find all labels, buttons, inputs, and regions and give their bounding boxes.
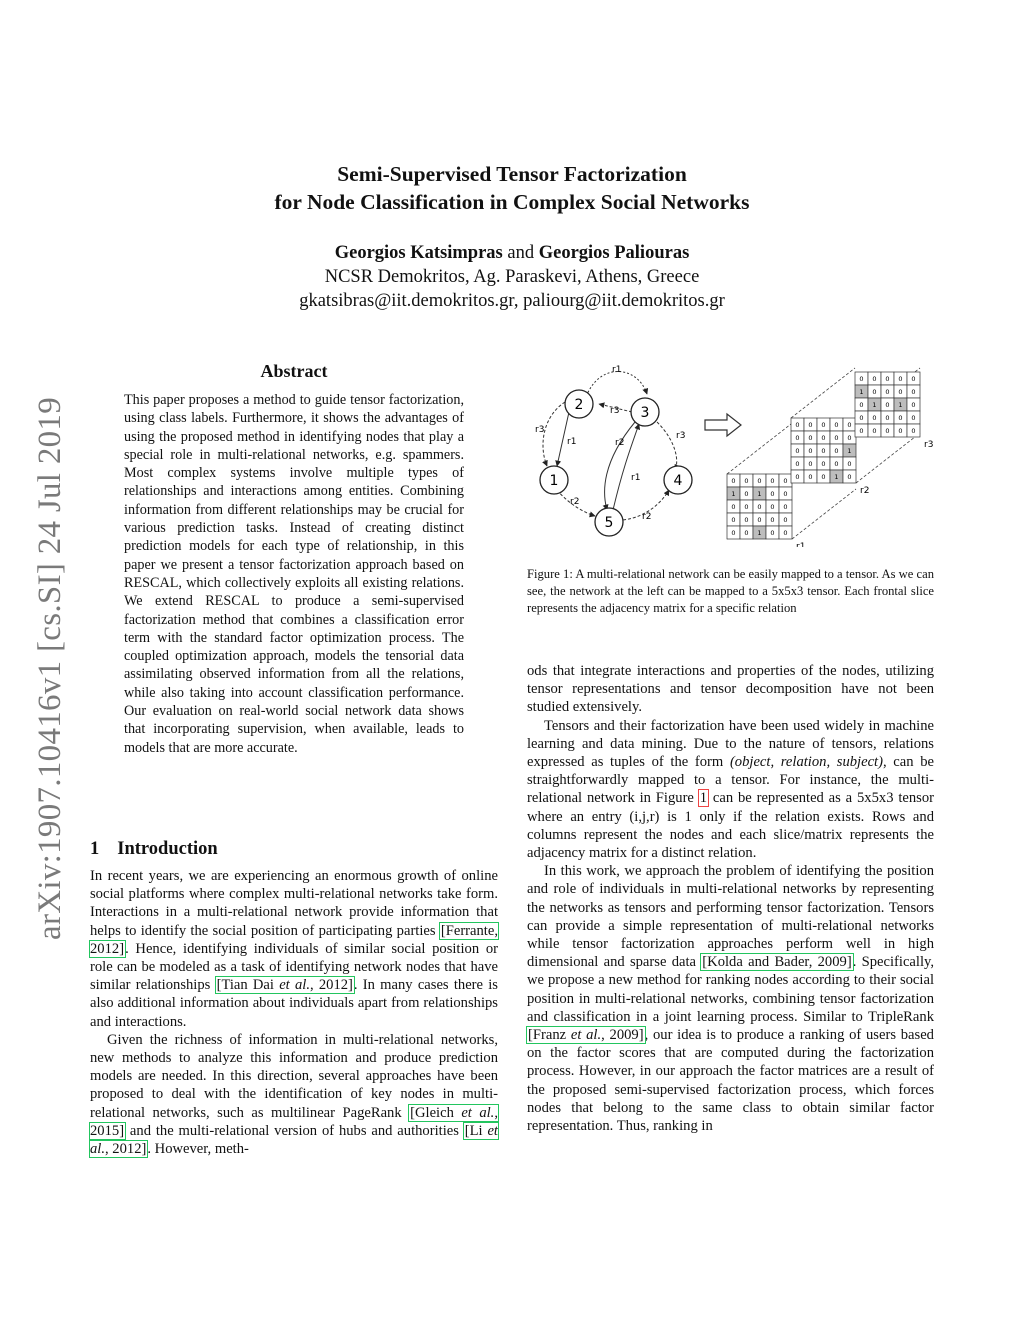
tensor-cell-value: 0 bbox=[821, 473, 826, 481]
tensor-cell-value: 0 bbox=[770, 529, 775, 537]
tensor-cell-value: 0 bbox=[885, 414, 890, 422]
tensor-cell-value: 0 bbox=[911, 401, 916, 409]
tensor-cell-value: 0 bbox=[795, 460, 800, 468]
tensor-cell-value: 0 bbox=[757, 477, 762, 485]
citation-tian-dai[interactable]: [Tian Dai et al., 2012] bbox=[216, 977, 353, 994]
abstract-text: This paper proposes a method to guide tensor factorization, using class labels. Furthermore, it shows the advantages of using the proposed method in identifying nodes that play a special role in multi-relational networks, e.g. spammers. Most complex systems involve multiple types of relationships and interactions among entities. Combining information from different relationships may be crucial for various prediction tasks. Instead of creating distinct prediction models for each type of relationship, in this paper we present a tensor factorization approach based on RESCAL, which collectively exploits all existing relations. We extend RESCAL to produce a semi-supervised factorization method that combines a classification error term with the standard factor optimization process. The coupled optimization approach, models the tensorial data assimilating observed information from all the relations, while also taking into account classification performance. Our evaluation on real-world social network data shows that incorporating supervision, when available, leads to models that are more accurate. bbox=[124, 392, 464, 756]
edge-3-5-r2 bbox=[605, 422, 635, 510]
svg-text:1: 1 bbox=[549, 473, 559, 489]
svg-text:3: 3 bbox=[640, 405, 650, 421]
tensor-cell-value: 0 bbox=[911, 427, 916, 435]
paper-title bbox=[0, 160, 1024, 216]
tensor-cell-value: 0 bbox=[808, 434, 813, 442]
tensor-slice-label: r1 bbox=[796, 542, 806, 547]
tensor-cell-value: 0 bbox=[898, 414, 903, 422]
tensor-cell-value: 0 bbox=[872, 414, 877, 422]
emails: gkatsibras@iit.demokritos.gr, paliourg@iit.demokritos.gr bbox=[299, 291, 725, 311]
tensor-cell-value: 0 bbox=[744, 516, 749, 524]
figure-1-caption: Figure 1: A multi-relational network can be easily mapped to a tensor. As we can see, the network at the left can be mapped to a 5x5x3 tensor. Each frontal slice represents the adjacency matrix for a specific relation bbox=[527, 567, 934, 615]
tensor-cell-value: 0 bbox=[821, 434, 826, 442]
tensor-cell-value: 1 bbox=[859, 388, 864, 396]
node-1 bbox=[540, 466, 568, 494]
tensor-cell-value: 0 bbox=[744, 477, 749, 485]
tensor-cell-value: 0 bbox=[885, 388, 890, 396]
right-paragraph-3: In this work, we approach the problem of identifying the position and role of individuals in multi-relational networks by representing the networks as tensors and performing tensor factorization. Tensors can provide a simple representation of multi-relational networks while tensor factorization approaches perform well in high dimensional and sparse data [Kolda and Bader, 2009]. Specifically, we propose a new method for ranking nodes according to their social position in multi-relational networks, combining tensor factorization and classification in a joint learning process. Similar to TripleRank [Franz et al., 2009], our idea is to produce a ranking of users based on the factor scores that are computed during the factorization process. However, in our approach the factor matrices are a result of the proposed semi-supervised factorization process, which forces nodes that belong to the same class to obtain similar factor representation. Thus, ranking in bbox=[527, 863, 935, 1135]
node-3 bbox=[631, 398, 659, 426]
tensor-cell-value: 0 bbox=[821, 447, 826, 455]
svg-text:5: 5 bbox=[604, 515, 614, 531]
author-names bbox=[0, 241, 1024, 265]
abstract-heading: Abstract bbox=[260, 361, 328, 381]
tensor-cell-value: 0 bbox=[783, 477, 788, 485]
edge-2-3-r1 bbox=[585, 371, 647, 400]
edge-label: r3 bbox=[610, 406, 620, 416]
edge-label: r2 bbox=[570, 497, 580, 507]
tensor-cell-value: 0 bbox=[847, 473, 852, 481]
edge-label: r1 bbox=[567, 437, 577, 447]
tensor-cell-value: 0 bbox=[783, 529, 788, 537]
author-1: Georgios Katsimpras bbox=[334, 243, 503, 263]
tensor-cell-value: 0 bbox=[872, 427, 877, 435]
tensor-cell-value: 0 bbox=[834, 460, 839, 468]
intro-paragraph-2: Given the richness of information in multi-relational networks, new methods to analyze this information and produce prediction models are needed. In this direction, several approaches have been proposed to deal with the identification of key nodes in multi-relational networks, such as multilinear PageRank [Gleich et al., 2015] and the multi-relational version of hubs and authorities [Li et al., 2012]. However, meth- bbox=[90, 1031, 498, 1158]
tensor-cell-value: 0 bbox=[770, 503, 775, 511]
tensor-cell-value: 0 bbox=[847, 421, 852, 429]
section-heading-introduction bbox=[90, 839, 218, 860]
citation-ferrante[interactable]: [Ferrante, 2012] bbox=[90, 922, 498, 957]
author-2: Georgios Paliouras bbox=[538, 243, 690, 263]
tensor-cell-value: 0 bbox=[898, 427, 903, 435]
tensor-cell-value: 0 bbox=[783, 503, 788, 511]
svg-text:4: 4 bbox=[673, 473, 683, 489]
tensor-cell-value: 0 bbox=[872, 375, 877, 383]
edge-3-4-r3 bbox=[657, 422, 677, 470]
tensor-cell-value: 0 bbox=[885, 375, 890, 383]
citation-li[interactable]: [Li et al., 2012] bbox=[90, 1122, 498, 1158]
tensor-cell-value: 0 bbox=[834, 421, 839, 429]
node-5 bbox=[595, 508, 623, 536]
tensor-cell-value: 1 bbox=[757, 490, 762, 498]
tensor-slice-label: r3 bbox=[924, 440, 934, 450]
tensor-cell-value: 0 bbox=[795, 421, 800, 429]
right-paragraph-1: ods that integrate interactions and properties of the nodes, utilizing tensor representations and tensor decomposition have not been studied extensively. bbox=[527, 663, 934, 716]
tensor-cell-value: 0 bbox=[770, 516, 775, 524]
tensor-cell-value: 0 bbox=[757, 503, 762, 511]
edge-label: r1 bbox=[612, 365, 622, 375]
edge-label: r3 bbox=[535, 425, 545, 435]
tensor-cell-value: 0 bbox=[770, 477, 775, 485]
tensor-cell-value: 0 bbox=[731, 503, 736, 511]
tensor-slice-r3 bbox=[855, 372, 933, 450]
figure-1-graphic bbox=[527, 362, 937, 547]
tensor-cell-value: 0 bbox=[847, 434, 852, 442]
edge-label: r3 bbox=[676, 431, 686, 441]
tensor-cell-value: 1 bbox=[847, 447, 852, 455]
tensor-cell-value: 0 bbox=[885, 401, 890, 409]
tensor-cell-value: 0 bbox=[744, 529, 749, 537]
tensor-cell-value: 1 bbox=[731, 490, 736, 498]
tensor-cell-value: 1 bbox=[872, 401, 877, 409]
node-2 bbox=[565, 390, 593, 418]
tensor-cell-value: 0 bbox=[731, 516, 736, 524]
tensor-cell-value: 0 bbox=[757, 516, 762, 524]
tensor-cell-value: 1 bbox=[834, 473, 839, 481]
tensor-cell-value: 0 bbox=[847, 460, 852, 468]
tensor-cell-value: 0 bbox=[808, 473, 813, 481]
tensor-cell-value: 0 bbox=[911, 388, 916, 396]
edge-5-3-r1 bbox=[613, 424, 639, 510]
tensor-cell-value: 0 bbox=[795, 434, 800, 442]
tensor-cell-value: 0 bbox=[872, 388, 877, 396]
tensor-cell-value: 0 bbox=[834, 447, 839, 455]
figure-1 bbox=[527, 362, 937, 547]
tensor-slices bbox=[727, 368, 933, 547]
tensor-cell-value: 0 bbox=[808, 447, 813, 455]
tensor-cell-value: 0 bbox=[898, 375, 903, 383]
mapping-arrow-icon bbox=[705, 414, 741, 436]
tensor-cell-value: 0 bbox=[834, 434, 839, 442]
author-block bbox=[0, 241, 1024, 313]
tensor-cell-value: 0 bbox=[821, 460, 826, 468]
edge-2-1-r3 bbox=[543, 402, 565, 466]
tensor-cell-value: 0 bbox=[731, 477, 736, 485]
edge-label: r2 bbox=[642, 512, 652, 522]
affiliation: NCSR Demokritos, Ag. Paraskevi, Athens, Greece bbox=[324, 267, 700, 287]
tensor-cell-value: 0 bbox=[795, 473, 800, 481]
tensor-cell-value: 0 bbox=[770, 490, 775, 498]
right-column-body bbox=[527, 662, 934, 1135]
author-and: and bbox=[507, 243, 535, 263]
tensor-cell-value: 0 bbox=[808, 421, 813, 429]
tensor-cell-value: 0 bbox=[898, 388, 903, 396]
citation-gleich[interactable]: [Gleich et al., 2015] bbox=[90, 1104, 498, 1139]
tensor-cell-value: 0 bbox=[911, 375, 916, 383]
title-line-1: Semi-Supervised Tensor Factorization bbox=[337, 162, 687, 186]
tensor-cell-value: 0 bbox=[885, 427, 890, 435]
left-column-body bbox=[90, 867, 498, 1158]
tensor-cell-value: 0 bbox=[744, 490, 749, 498]
svg-text:2: 2 bbox=[574, 397, 584, 413]
citation-franz[interactable]: [Franz et al., 2009] bbox=[528, 1027, 644, 1044]
section-number: 1 bbox=[90, 839, 100, 859]
tensor-cell-value: 0 bbox=[859, 375, 864, 383]
arxiv-watermark: arXiv:1907.10416v1 [cs.SI] 24 Jul 2019 bbox=[32, 396, 68, 940]
section-title: Introduction bbox=[117, 839, 218, 859]
tensor-cell-value: 0 bbox=[783, 490, 788, 498]
node-4 bbox=[664, 466, 692, 494]
tensor-cell-value: 0 bbox=[859, 427, 864, 435]
tensor-cell-value: 0 bbox=[731, 529, 736, 537]
tensor-cell-value: 0 bbox=[911, 414, 916, 422]
tensor-cell-value: 0 bbox=[783, 516, 788, 524]
title-line-2: for Node Classification in Complex Social Networks bbox=[274, 190, 750, 214]
tensor-slice-label: r2 bbox=[860, 486, 870, 496]
intro-paragraph-1: In recent years, we are experiencing an enormous growth of online social platforms where complex multi-relational networks take form. Interactions in a multi-relational network provide information that helps to identify the social position of participating parties [Ferrante, 2012]. Hence, identifying individuals of similar social position or role can be modeled as a task of identifying network nodes that have similar relationships [Tian Dai et al., 2012]. In many cases there is also additional information about individuals apart from relationships and interactions. bbox=[90, 868, 498, 1030]
citation-kolda[interactable]: [Kolda and Bader, 2009] bbox=[702, 954, 852, 971]
figure-reference[interactable]: 1 bbox=[699, 790, 708, 807]
right-paragraph-2: Tensors and their factorization have been used widely in machine learning and data mining. Due to the nature of tensors, relations expressed as tuples of the form (object, relation, subject), can be straightforwardly mapped to a tensor. For instance, the multi-relational network in Figure 1 can be represented as a 5x5x3 tensor where an entry (i,j,r) is 1 only if the relation exists. Rows and columns represent the nodes and each slice/matrix represents the adjacency matrix for a distinct relation. bbox=[527, 717, 934, 862]
tensor-cell-value: 1 bbox=[757, 529, 762, 537]
edge-label: r2 bbox=[615, 438, 625, 448]
tensor-cell-value: 0 bbox=[859, 401, 864, 409]
tensor-cell-value: 1 bbox=[898, 401, 903, 409]
tensor-cell-value: 0 bbox=[808, 460, 813, 468]
edge-label: r1 bbox=[631, 473, 641, 483]
tensor-cell-value: 0 bbox=[859, 414, 864, 422]
tensor-cell-value: 0 bbox=[821, 421, 826, 429]
tensor-cell-value: 0 bbox=[795, 447, 800, 455]
tensor-cell-value: 0 bbox=[744, 503, 749, 511]
